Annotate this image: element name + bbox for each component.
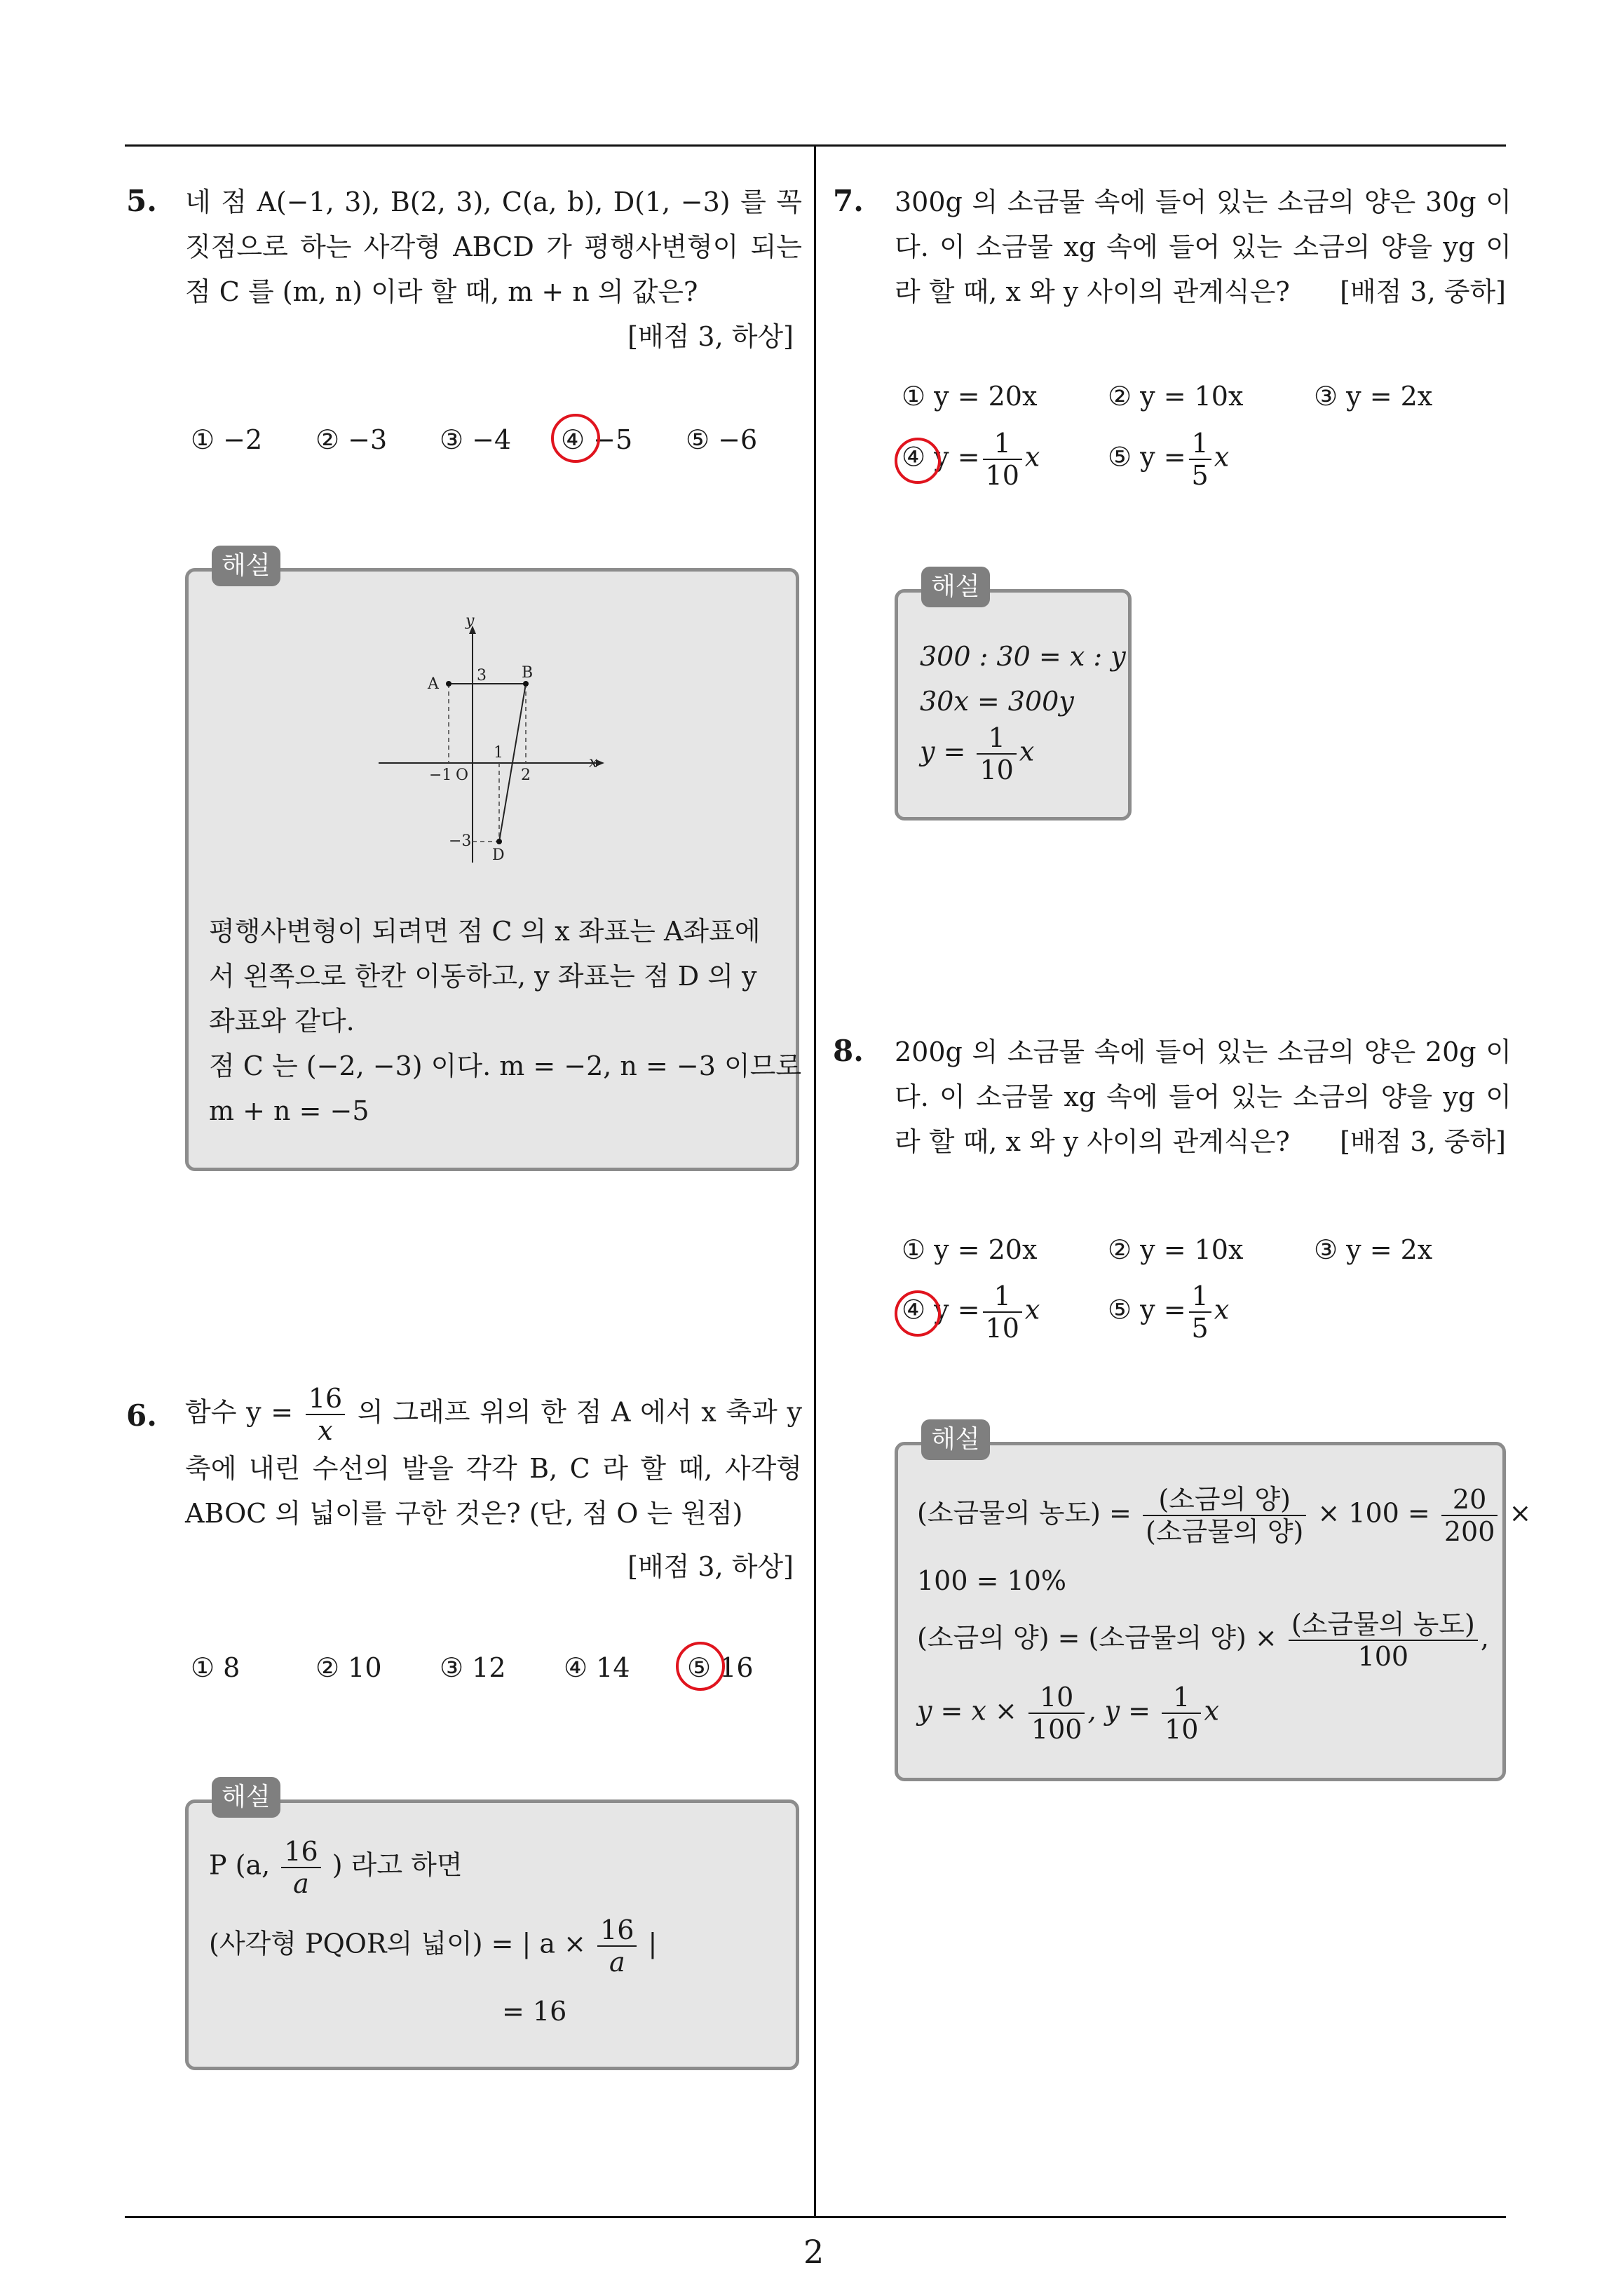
graph-label-y: y xyxy=(466,612,475,630)
graph-tick-neg3: −3 xyxy=(449,832,472,850)
q5-choice-4[interactable]: ④ −5 xyxy=(561,424,633,455)
q8-solution-line-c: (소금의 양) = (소금물의 양) × $\frac{\text{(소금물의 농도)}}{100}$ , xyxy=(917,1609,1489,1672)
q8-question-text: 200g 의 소금물 속에 들어 있는 소금의 양은 20g 이다. 이 소금물 xg 속에 들어 있는 소금의 양을 yg 이라 할 때, x 와 y 사이의 관계식은? xyxy=(895,1036,1512,1157)
graph-label-o: O xyxy=(456,767,469,784)
q6-text-post: 의 그래프 위의 한 점 A 에서 x 축과 y 축에 내린 수선의 발을 각각 B, C 라 할 때, 사각형 ABOC 의 넓이를 구한 것은? (단, 점 O 는 원점) xyxy=(185,1396,802,1529)
q6-question-text xyxy=(185,1383,802,1536)
graph-label-x: x xyxy=(589,754,598,771)
q7-choice-4[interactable]: ④ y = $\frac{1}{10}$ x xyxy=(902,428,1040,491)
q6-choice-3[interactable]: ③ 12 xyxy=(440,1652,506,1683)
q7-answer-mark xyxy=(895,438,941,484)
graph-tick-neg1: −1 xyxy=(429,767,452,784)
q7-solution-line2: 30x = 300y xyxy=(920,686,1074,717)
q6-choice-2[interactable]: ② 10 xyxy=(315,1652,382,1683)
page-number: 2 xyxy=(803,2233,824,2271)
q5-solution-line: 좌표와 같다. xyxy=(209,1006,355,1036)
q7-solution-tag: 해설 xyxy=(921,567,990,607)
q5-choice-1[interactable]: ① −2 xyxy=(191,424,263,455)
q8-number: 8. xyxy=(833,1034,864,1068)
q6-solution-area: (사각형 PQOR의 넓이) = | a × $\frac{16}{a}$ | xyxy=(209,1915,658,1978)
q8-choice-1[interactable]: ① y = 20x xyxy=(902,1234,1038,1265)
q5-choice-2[interactable]: ② −3 xyxy=(315,424,388,455)
q8-solution-line-a: (소금물의 농도) = $\frac{\text{(소금의 양)}}{\text{(소금물의 양)}}$ × 100 = $\frac{20}{200}$ × xyxy=(917,1484,1532,1547)
graph-label-d: D xyxy=(492,846,505,863)
q5-answer-mark xyxy=(551,414,600,463)
q8-choice-4[interactable]: ④ y = $\frac{1}{10}$ x xyxy=(902,1281,1040,1344)
q5-solution-line: m + n = −5 xyxy=(209,1095,369,1126)
q5-solution-line: 평행사변형이 되려면 점 C 의 x 좌표는 A좌표에 xyxy=(209,916,761,947)
q5-question-text: 네 점 A(−1, 3), B(2, 3), C(a, b), D(1, −3) 를 꼭짓점으로 하는 사각형 ABCD 가 평행사변형이 되는 점 C 를 (m, n) 이라 할 때, m + n 의 값은? xyxy=(185,187,802,307)
q5-choice-5[interactable]: ⑤ −6 xyxy=(686,424,758,455)
q6-number: 6. xyxy=(126,1398,157,1433)
graph-tick-2: 2 xyxy=(521,767,531,784)
q8-grade: [배점 3, 중하] xyxy=(1340,1126,1506,1157)
q5-solution-line: 서 왼쪽으로 한칸 이동하고, y 좌표는 점 D 의 y xyxy=(209,961,757,992)
q8-solution-tag: 해설 xyxy=(921,1419,990,1460)
q6-solution-result: = 16 xyxy=(502,1996,567,2027)
q5-choice-3[interactable]: ③ −4 xyxy=(440,424,512,455)
graph-tick-3: 3 xyxy=(477,667,487,684)
graph-tick-1: 1 xyxy=(494,744,503,762)
q8-choice-2[interactable]: ② y = 10x xyxy=(1108,1234,1244,1265)
q7-choice-3[interactable]: ③ y = 2x xyxy=(1314,381,1433,412)
q6-choice-5[interactable]: ⑤ 16 xyxy=(687,1652,754,1683)
column-divider xyxy=(814,144,816,2217)
q7-choice-5[interactable]: ⑤ y = $\frac{1}{5}$ x xyxy=(1108,428,1230,491)
q8-solution-line-d: y = x × $\frac{10}{100}$ , y = $\frac{1}{10}$ x xyxy=(917,1682,1219,1745)
q7-solution-line3: y = $\frac{1}{10}$ x xyxy=(920,722,1035,785)
bottom-rule xyxy=(125,2216,1506,2218)
q7-question-text: 300g 의 소금물 속에 들어 있는 소금의 양은 30g 이다. 이 소금물 xg 속에 들어 있는 소금의 양을 yg 이라 할 때, x 와 y 사이의 관계식은? xyxy=(895,187,1512,307)
q6-fraction: $\frac{16}{x}$ xyxy=(306,1383,345,1446)
q5-solution-tag: 해설 xyxy=(212,546,280,586)
q7-choice-1[interactable]: ① y = 20x xyxy=(902,381,1038,412)
q6-grade: [배점 3, 하상] xyxy=(627,1551,794,1582)
graph-label-b: B xyxy=(522,664,534,682)
q7-number: 7. xyxy=(833,184,864,218)
graph-label-a: A xyxy=(428,675,439,693)
q5-solution-line: 점 C 는 (−2, −3) 이다. m = −2, n = −3 이므로 xyxy=(209,1051,802,1081)
q8-choice-3[interactable]: ③ y = 2x xyxy=(1314,1234,1433,1265)
q6-solution-tag: 해설 xyxy=(212,1777,280,1818)
q7-grade: [배점 3, 중하] xyxy=(1340,276,1506,307)
q8-solution-line-b: 100 = 10% xyxy=(917,1565,1066,1596)
q6-choice-1[interactable]: ① 8 xyxy=(191,1652,240,1683)
q7-solution-line1: 300 : 30 = x : y xyxy=(920,641,1126,672)
q5-number: 5. xyxy=(126,184,157,218)
q6-solution-point: P (a, $\frac{16}{a}$ ) 라고 하면 xyxy=(209,1836,463,1899)
q7-choice-2[interactable]: ② y = 10x xyxy=(1108,381,1244,412)
q8-choice-5[interactable]: ⑤ y = $\frac{1}{5}$ x xyxy=(1108,1281,1230,1344)
q5-grade: [배점 3, 하상] xyxy=(627,321,794,352)
q6-choice-4[interactable]: ④ 14 xyxy=(564,1652,630,1683)
q6-text-pre: 함수 y = xyxy=(185,1396,294,1428)
q6-answer-mark xyxy=(676,1642,725,1691)
q8-answer-mark xyxy=(895,1290,941,1337)
q5-coordinate-graph xyxy=(379,610,617,863)
